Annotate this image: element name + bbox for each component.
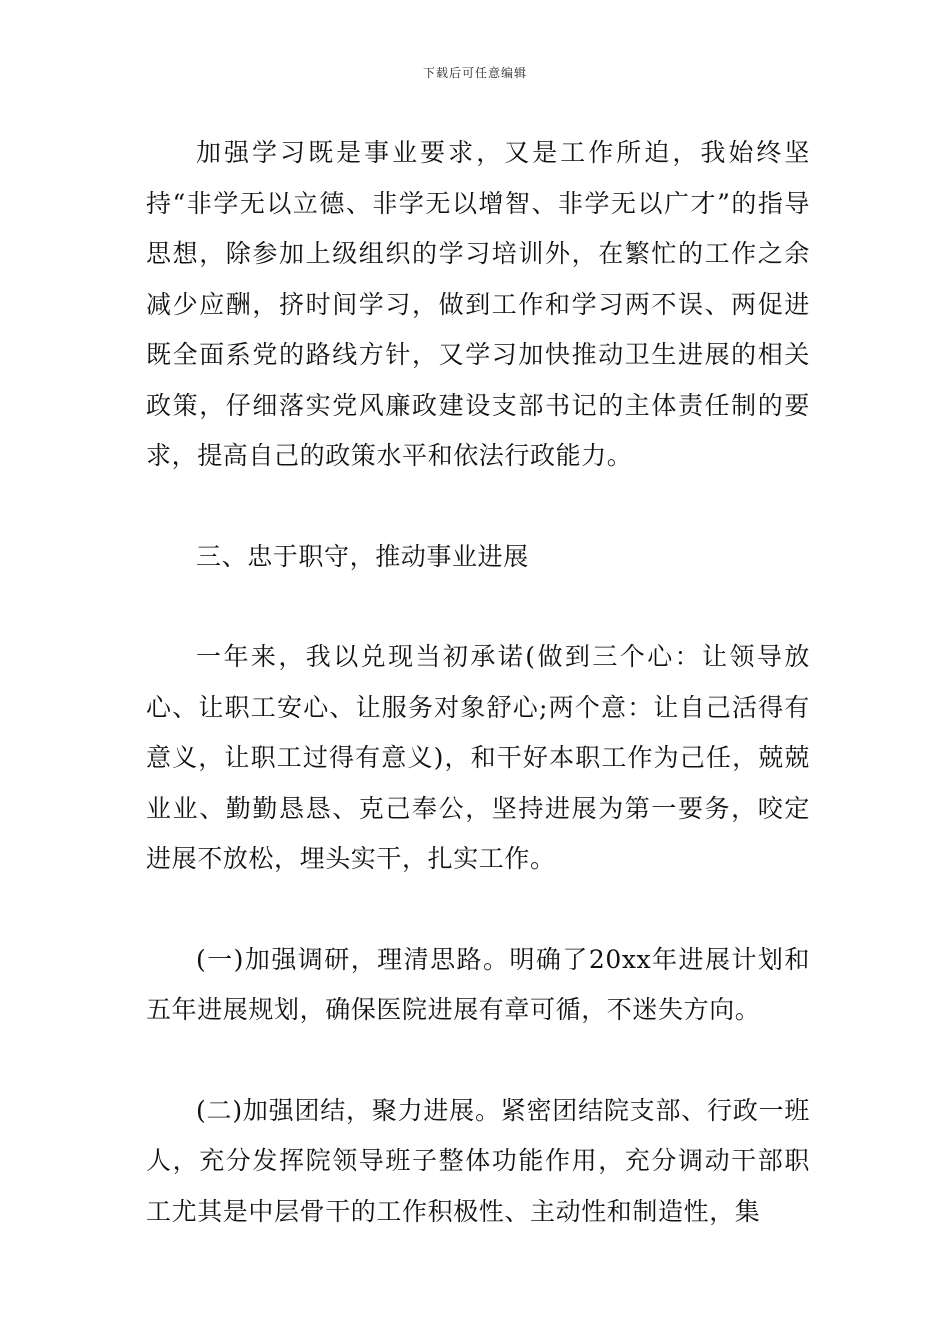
page-header-note: 下载后可任意编辑 bbox=[422, 66, 527, 80]
paragraph-gap bbox=[146, 582, 810, 632]
document-body bbox=[146, 128, 810, 1237]
paragraph-gap bbox=[146, 885, 810, 935]
paragraph-year-review: 一年来，我以兑现当初承诺(做到三个心：让领导放心、让职工安心、让服务对象舒心;两个意：让自己活得有意义，让职工过得有意义)，和干好本职工作为己任，兢兢业业、勤勤恳恳、克己奉公，坚持进展为第一要务，咬定进展不放松，埋头实干，扎实工作。 bbox=[146, 642, 810, 873]
paragraph-gap bbox=[146, 1036, 810, 1086]
section-heading-3: 三、忠于职守，推动事业进展 bbox=[196, 541, 529, 571]
paragraph-item-1: (一)加强调研，理清思路。明确了20xx年进展计划和五年进展规划，确保医院进展有章可循，不迷失方向。 bbox=[146, 944, 810, 1024]
paragraph-study: 加强学习既是事业要求，又是工作所迫，我始终坚持“非学无以立德、非学无以增智、非学无以广才”的指导思想，除参加上级组织的学习培训外，在繁忙的工作之余减少应酬，挤时间学习，做到工作和学习两不误、两促进既全面系党的路线方针，又学习加快推动卫生进展的相关政策，仔细落实党风廉政建设支部书记的主体责任制的要求，提高自己的政策水平和依法行政能力。 bbox=[146, 138, 810, 470]
paragraph-gap bbox=[146, 482, 810, 532]
paragraph-item-2: (二)加强团结，聚力进展。紧密团结院支部、行政一班人，充分发挥院领导班子整体功能作用，充分调动干部职工尤其是中层骨干的工作积极性、主动性和制造性，集 bbox=[146, 1095, 810, 1226]
